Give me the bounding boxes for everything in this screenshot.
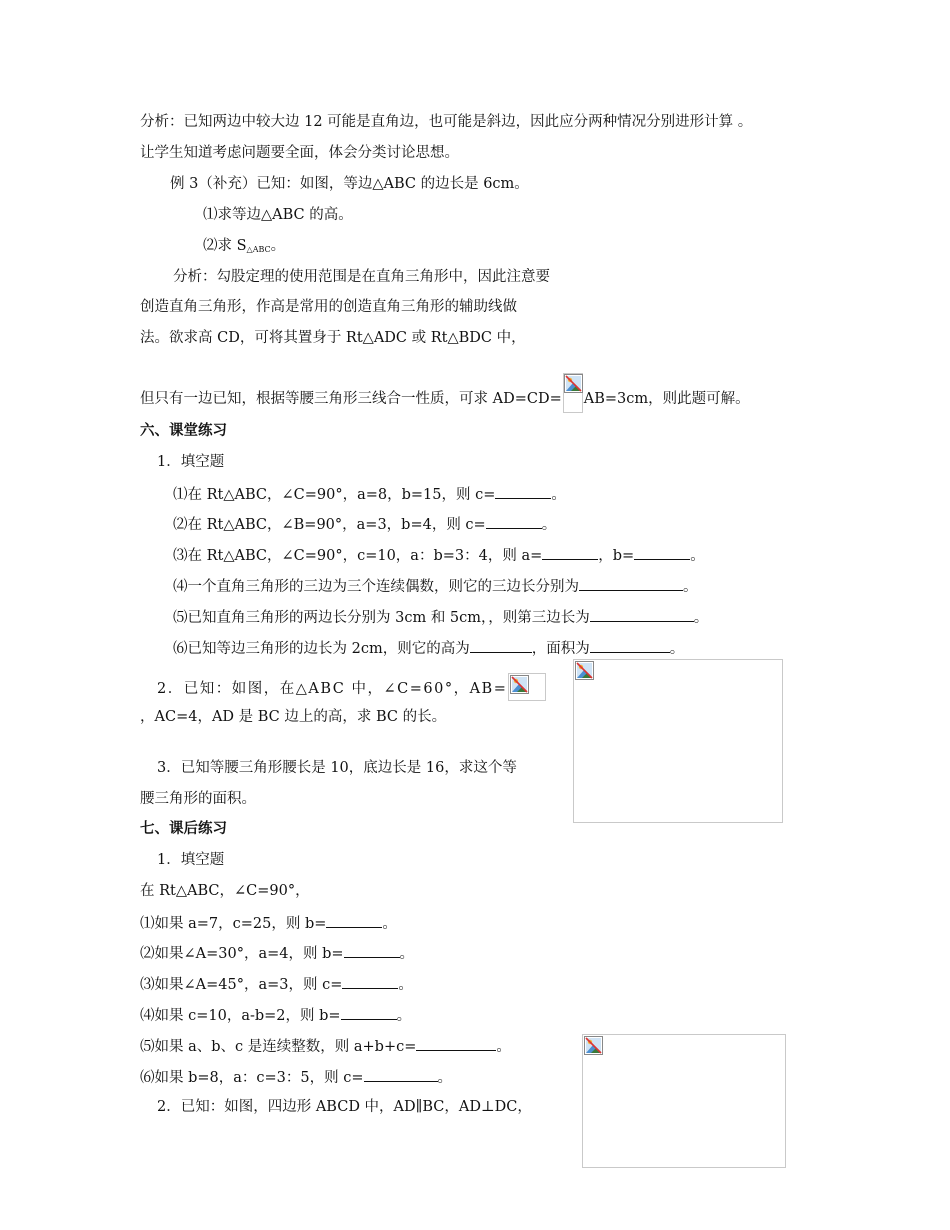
example3-q2-subscript: △ABC — [246, 245, 271, 254]
quadrilateral-figure-image — [582, 1034, 786, 1168]
s6-item-4-text: ⑷一个直角三角形的三边为三个连续偶数，则它的三边长分别为 — [173, 579, 579, 595]
broken-image-icon — [564, 374, 583, 393]
answer-blank[interactable] — [590, 637, 670, 653]
s6-question-3-line-1: 3．已知等腰三角形腰长是 10，底边长是 16，求这个等 — [157, 760, 517, 776]
s6-item-5-end: 。 — [693, 610, 709, 626]
s6-item-3 — [173, 544, 705, 566]
example3-analysis-2: 创造直角三角形，作高是常用的创造直角三角形的辅助线做 — [140, 299, 517, 315]
s6-item-5 — [173, 606, 708, 628]
s6-q2-text: 2．已知：如图，在△ABC 中，∠C=60°，AB= — [157, 681, 508, 697]
s7-item-5-text: ⑸如果 a、b、c 是连续整数，则 a+b+c= — [140, 1039, 417, 1055]
answer-blank[interactable] — [364, 1066, 438, 1082]
example3-analysis-4 — [140, 373, 750, 413]
answer-blank[interactable] — [342, 973, 398, 989]
s7-item-3-end: 。 — [398, 977, 413, 993]
analysis-4-post: AB=3cm，则此题可解。 — [583, 391, 750, 407]
s7-item-1 — [140, 912, 397, 934]
s7-item-2-end: 。 — [399, 946, 415, 962]
broken-image-icon — [510, 675, 529, 694]
s6-item-2-end: 。 — [541, 517, 557, 533]
answer-blank[interactable] — [579, 575, 683, 591]
analysis-line-2: 让学生知道考虑问题要全面，体会分类讨论思想。 — [140, 145, 459, 161]
s7-item-6-text: ⑹如果 b=8，a：c=3：5，则 c= — [140, 1070, 364, 1086]
s7-item-3-text: ⑶如果∠A=45°，a=3，则 c= — [140, 977, 343, 993]
broken-image-icon — [584, 1036, 603, 1055]
s6-item-6-mid: ，面积为 — [531, 641, 590, 657]
s7-item-3 — [140, 973, 413, 995]
s6-item-4 — [173, 575, 698, 597]
example3-title: 例 3（补充）已知：如图，等边△ABC 的边长是 6cm。 — [170, 176, 529, 192]
answer-blank[interactable] — [590, 606, 694, 622]
s6-item-1-text: ⑴在 Rt△ABC，∠C=90°，a=8，b=15，则 c= — [173, 487, 496, 503]
s6-item-3-end: 。 — [690, 548, 705, 564]
s7-item-5 — [140, 1035, 511, 1057]
answer-blank[interactable] — [542, 544, 598, 560]
answer-blank[interactable] — [495, 483, 551, 499]
s6-item-5-text: ⑸已知直角三角形的两边长分别为 3cm 和 5cm，，则第三边长为 — [173, 610, 590, 626]
s7-item-6 — [140, 1066, 452, 1088]
example3-q2-suffix: 。 — [270, 238, 286, 254]
section-7-heading: 七、课后练习 — [140, 821, 227, 837]
section-7-fill-title: 1．填空题 — [157, 852, 225, 868]
analysis-line-1: 分析：已知两边中较大边 12 可能是直角边，也可能是斜边，因此应分两种情况分别进形计算 。 — [140, 114, 753, 130]
s6-item-6-text: ⑹已知等边三角形的边长为 2cm，则它的高为 — [173, 641, 470, 657]
answer-blank[interactable] — [344, 942, 400, 958]
s6-item-6-end: 。 — [669, 641, 685, 657]
example3-analysis-1: 分析：勾股定理的使用范围是在直角三角形中，因此注意要 — [173, 269, 550, 285]
s7-item-4-end: 。 — [396, 1008, 412, 1024]
example3-q2-prefix: ⑵求 S — [203, 238, 247, 254]
section-6-fill-title: 1．填空题 — [157, 454, 225, 470]
ab-value-image — [508, 673, 546, 701]
s6-item-4-end: 。 — [683, 579, 698, 595]
s6-question-2-line-1 — [157, 673, 547, 701]
triangle-figure-image — [573, 659, 783, 823]
s7-item-1-text: ⑴如果 a=7，c=25，则 b= — [140, 916, 327, 932]
answer-blank[interactable] — [486, 513, 542, 529]
example3-question-2 — [203, 236, 285, 260]
s6-item-2-text: ⑵在 Rt△ABC，∠B=90°，a=3，b=4，则 c= — [173, 517, 486, 533]
s7-question-2-line-1: 2．已知：如图，四边形 ABCD 中，AD∥BC，AD⊥DC， — [157, 1099, 532, 1115]
broken-image-icon — [575, 661, 594, 680]
s7-item-2 — [140, 942, 414, 964]
fraction-image — [563, 373, 583, 413]
s6-item-2 — [173, 513, 556, 535]
s6-item-3-text: ⑶在 Rt△ABC，∠C=90°，c=10，a：b=3：4，则 a= — [173, 548, 543, 564]
section-7-context: 在 Rt△ABC，∠C=90°， — [140, 883, 310, 899]
answer-blank[interactable] — [470, 637, 532, 653]
s7-item-6-end: 。 — [437, 1070, 453, 1086]
s6-item-6 — [173, 637, 684, 659]
example3-analysis-3: 法。欲求高 CD，可将其置身于 Rt△ADC 或 Rt△BDC 中， — [140, 330, 526, 346]
example3-question-1: ⑴求等边△ABC 的高。 — [203, 207, 353, 223]
section-6-heading: 六、课堂练习 — [140, 423, 227, 439]
s6-question-2-line-2: ，AC=4，AD 是 BC 边上的高，求 BC 的长。 — [140, 709, 447, 725]
answer-blank[interactable] — [416, 1035, 496, 1051]
s6-question-3-line-2: 腰三角形的面积。 — [140, 791, 256, 807]
s7-item-2-text: ⑵如果∠A=30°，a=4，则 b= — [140, 946, 344, 962]
answer-blank[interactable] — [341, 1004, 397, 1020]
s6-item-3-mid: ，b= — [598, 548, 635, 564]
s7-item-4-text: ⑷如果 c=10，a-b=2，则 b= — [140, 1008, 341, 1024]
answer-blank[interactable] — [326, 912, 382, 928]
answer-blank[interactable] — [634, 544, 690, 560]
s7-item-1-end: 。 — [382, 916, 397, 932]
s7-item-5-end: 。 — [496, 1039, 511, 1055]
s7-item-4 — [140, 1004, 411, 1026]
analysis-4-pre: 但只有一边已知，根据等腰三角形三线合一性质，可求 AD=CD= — [140, 391, 562, 407]
s6-item-1 — [173, 483, 566, 505]
s6-item-1-end: 。 — [551, 487, 566, 503]
